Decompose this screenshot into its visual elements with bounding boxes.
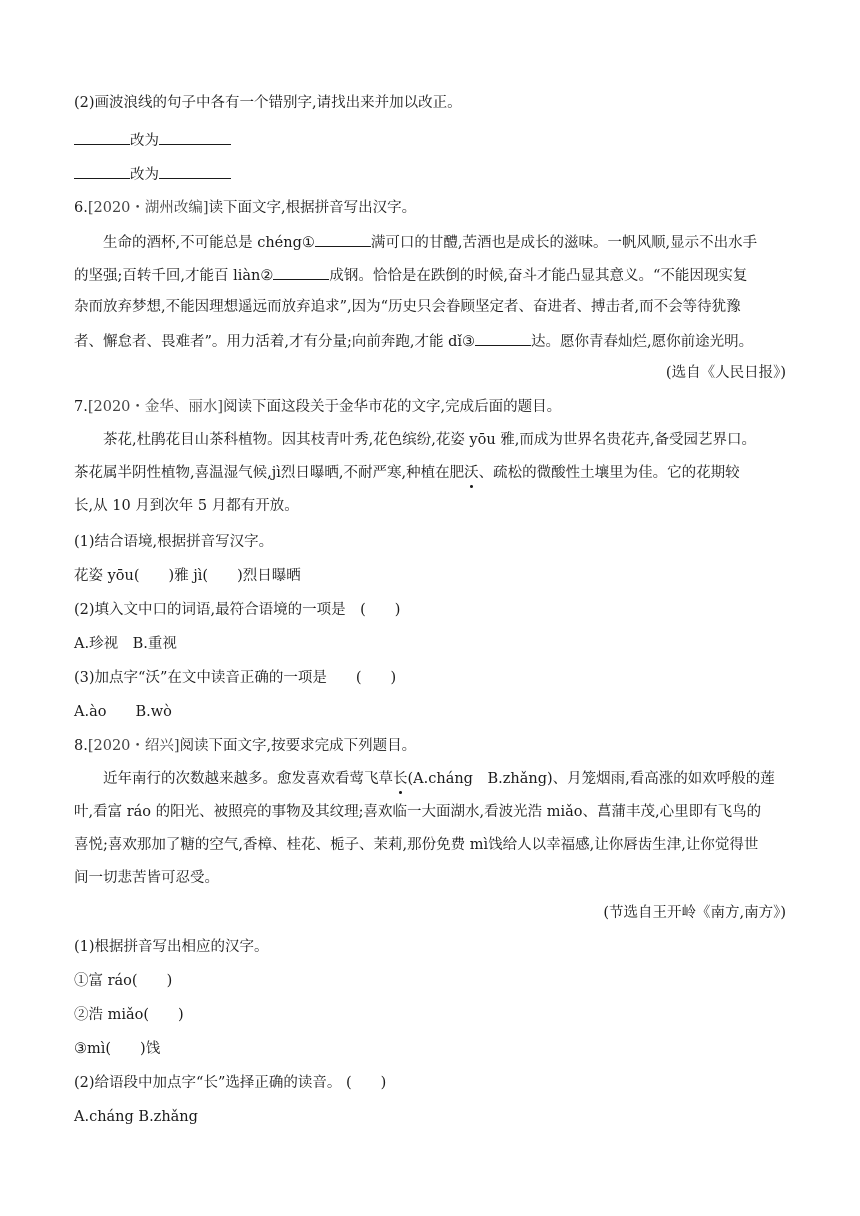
q8-sub2: (2)给语段中加点字“长”选择正确的读音。 ( ) [74,1075,387,1091]
question-prompt: 阅读下面这段关于金华市花的文字,完成后面的题目。 [223,399,562,415]
q8-sub2-options: A.cháng B.zhǎng [74,1109,198,1125]
q8-sub1: (1)根据拼音写出相应的汉字。 [74,939,269,955]
question-source: [2020・湖州改编] [87,200,209,216]
answer-blank[interactable] [74,163,130,179]
dotted-character: 沃 [464,465,479,481]
question-prompt: 读下面文字,根据拼音写出汉字。 [208,200,417,216]
q5-sub2: (2)画波浪线的句子中各有一个错别字,请找出来并加以改正。 [74,95,462,111]
q8-citation: (节选自王开岭《南方,南方》) [603,905,786,921]
answer-blank[interactable] [315,231,371,247]
q8-header [74,736,794,756]
q8-sub1-item: ②浩 miǎo( ) [74,1007,184,1023]
passage-text: 、疏松的微酸性土壤里为佳。它的花期较 [478,465,740,481]
question-source: [2020・金华、丽水] [87,399,224,415]
answer-blank[interactable] [475,330,531,346]
q8-sub1-item: ①富 ráo( ) [74,973,173,989]
q8-sub1-item: ③mì( )饯 [74,1041,161,1057]
q7-sub1-items: 花姿 yōu( )雅 jì( )烈日曝晒 [74,568,301,584]
q7-sub2: (2)填入文中口的词语,最符合语境的一项是 ( ) [74,602,401,618]
q8-passage-line: 喜悦;喜欢那加了糖的空气,香樟、桂花、栀子、茉莉,那份免费 mì饯给人以幸福感,让你唇齿生津,让你觉得世 [74,837,759,853]
passage-text: 的坚强;百转千回,才能百 liàn② [74,268,274,284]
change-label: 改为 [130,167,159,183]
q8-passage-line: 叶,看富 ráo 的阳光、被照亮的事物及其纹理;喜欢临一大面湖水,看波光浩 miǎo、菖蒲丰茂,心里即有飞鸟的 [74,804,762,820]
q7-header [74,397,794,417]
q6-passage-line [74,264,794,286]
q5-answer-line-1 [74,129,794,151]
dotted-character: 长 [393,771,408,787]
question-prompt: 阅读下面文字,按要求完成下列题目。 [179,738,417,754]
answer-blank[interactable] [159,129,231,145]
q7-sub3-options: A.ào B.wò [74,704,172,720]
question-number: 7. [74,399,88,415]
q7-passage-line: 长,从 10 月到次年 5 月都有开放。 [74,498,299,514]
q7-passage-line: 茶花,杜鹃花目山茶科植物。因其枝青叶秀,花色缤纷,花姿 yōu 雅,而成为世界名贵花卉,备受园艺界口。 [103,432,757,448]
q7-sub3: (3)加点字“沃”在文中读音正确的一项是 ( ) [74,670,397,686]
q8-passage-line: 间一切悲苦皆可忍受。 [74,870,219,886]
q6-header [74,198,794,218]
q6-passage-line [74,330,794,352]
passage-text: (A.cháng B.zhǎng)、月笼烟雨,看高涨的如欢呼般的莲 [407,771,775,787]
q6-passage-line: 杂而放弃梦想,不能因理想遥远而放弃追求”,因为“历史只会眷顾坚定者、奋进者、搏击者,而不会等待犹豫 [74,299,741,315]
q6-passage-line [103,231,793,253]
answer-blank[interactable] [74,129,130,145]
passage-text: 生命的酒杯,不可能总是 chéng① [103,235,315,251]
passage-text: 满可口的甘醴,苦酒也是成长的滋味。一帆风顺,显示不出水手 [370,235,758,251]
q6-citation: (选自《人民日报》) [665,365,786,381]
q7-passage-line [74,463,794,483]
answer-blank[interactable] [273,264,329,280]
passage-text: 成钢。恰恰是在跌倒的时候,奋斗才能凸显其意义。“不能因现实复 [329,268,748,284]
q7-sub1: (1)结合语境,根据拼音写汉字。 [74,534,274,550]
question-number: 8. [74,738,88,754]
q7-sub2-options: A.珍视 B.重视 [74,636,177,652]
question-number: 6. [74,200,88,216]
q5-answer-line-2 [74,163,794,185]
passage-text: 达。愿你青春灿烂,愿你前途光明。 [531,334,754,350]
passage-text: 者、懈怠者、畏难者”。用力活着,才有分量;向前奔跑,才能 dǐ③ [74,334,476,350]
passage-text: 近年南行的次数越来越多。愈发喜欢看莺飞草 [103,771,393,787]
change-label: 改为 [130,133,159,149]
answer-blank[interactable] [159,163,231,179]
q8-passage-line [103,769,793,789]
question-source: [2020・绍兴] [87,738,180,754]
passage-text: 茶花属半阴性植物,喜温湿气候,jì烈日曝晒,不耐严寒,种植在肥 [74,465,465,481]
